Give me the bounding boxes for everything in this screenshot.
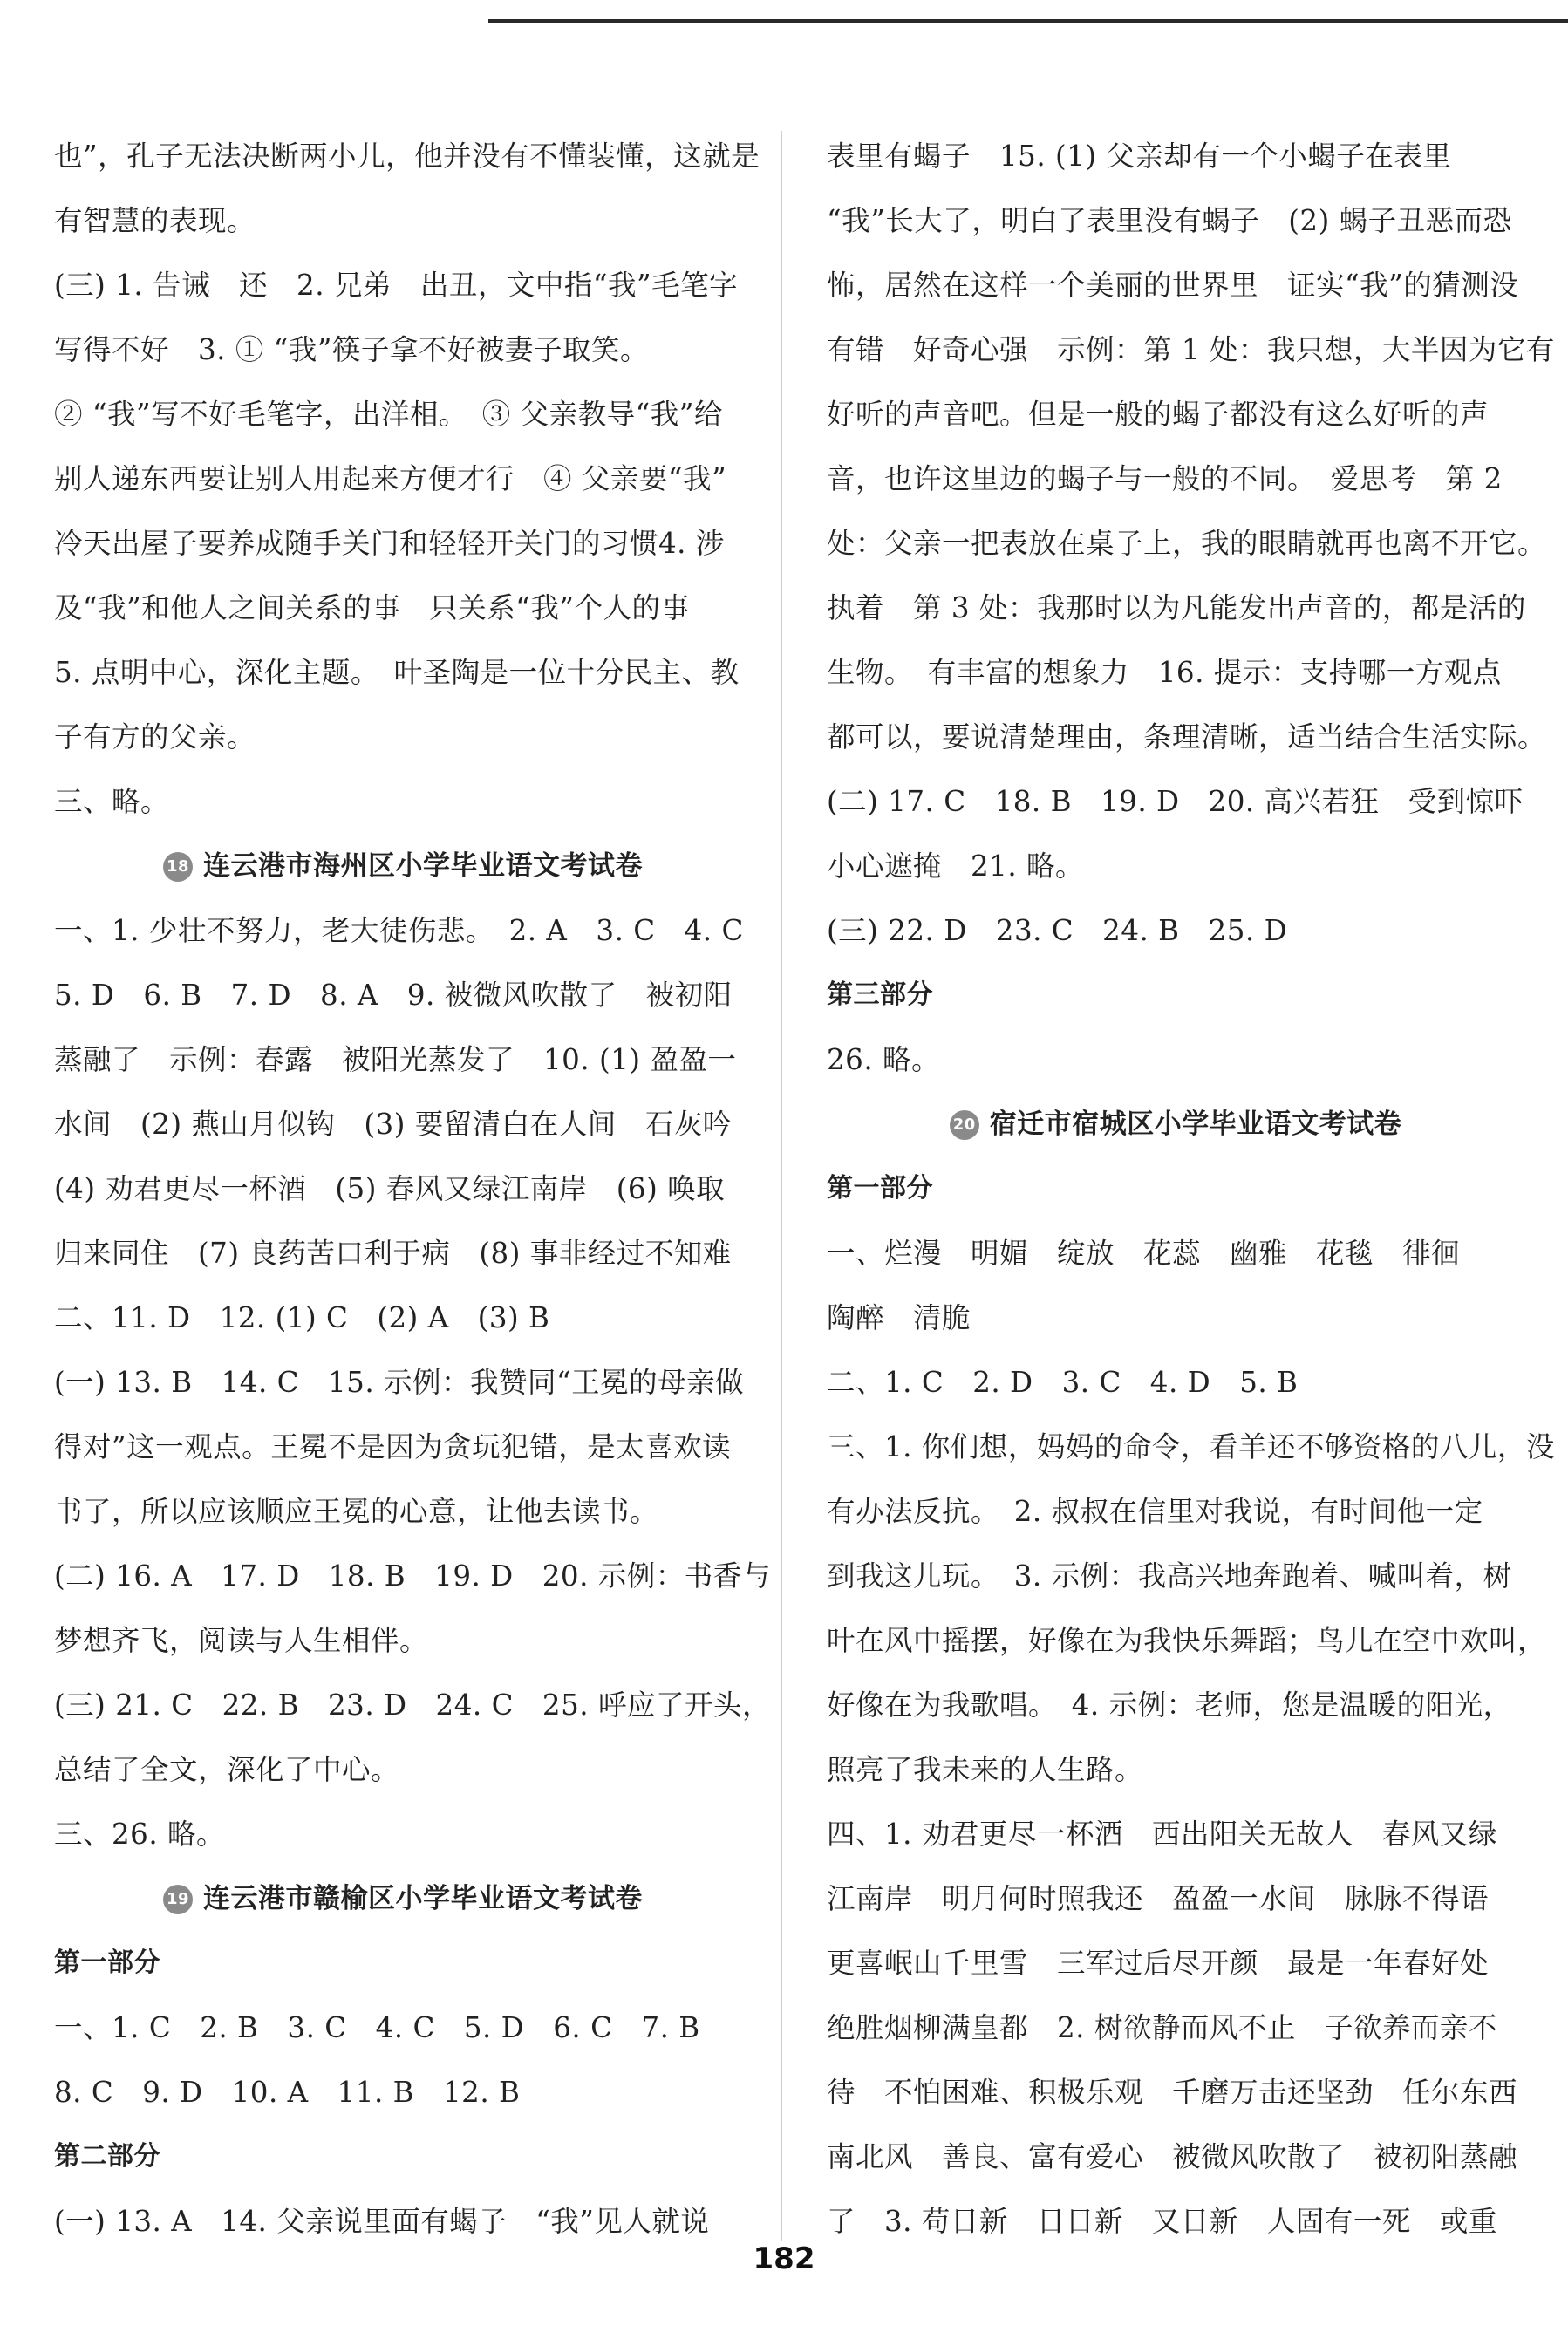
exam-title-text: 宿迁市宿城区小学毕业语文考试卷 — [989, 1109, 1402, 1140]
answer-line: 有智慧的表现。 — [54, 204, 256, 237]
answer-line: 及“我”和他人之间关系的事 只关系“我”个人的事 — [54, 591, 690, 624]
answer-line: (二) 16. A 17. D 18. B 19. D 20. 示例：书香与 — [54, 1559, 771, 1593]
section-label: 第二部分 — [54, 2141, 160, 2172]
answer-line: 南北风 善良、富有爱心 被微风吹散了 被初阳蒸融 — [827, 2140, 1518, 2173]
answer-line: 绝胜烟柳满皇都 2. 树欲静而风不止 子欲养而亲不 — [827, 2011, 1497, 2044]
answer-line: 二、11. D 12. (1) C (2) A (3) B — [54, 1301, 550, 1334]
answer-line: (三) 21. C 22. B 23. D 24. C 25. 呼应了开头， — [54, 1688, 771, 1722]
answer-line: 音，也许这里边的蝎子与一般的不同。 爱思考 第 2 — [827, 462, 1503, 495]
answer-line: 得对”这一观点。王冕不是因为贪玩犯错，是太喜欢读 — [54, 1430, 732, 1463]
exam-title — [827, 1092, 1524, 1156]
answer-line: 一、烂漫 明媚 绽放 花蕊 幽雅 花毯 徘徊 — [827, 1237, 1461, 1270]
answer-line: 总结了全文，深化了中心。 — [54, 1753, 400, 1786]
top-rule-line — [488, 19, 1568, 23]
answer-line: 三、1. 你们想，妈妈的命令，看羊还不够资格的八儿，没 — [827, 1430, 1555, 1463]
answer-line: 归来同住 (7) 良药苦口利于病 (8) 事非经过不知难 — [54, 1237, 732, 1270]
answer-line: 了 3. 苟日新 日日新 又日新 人固有一死 或重 — [827, 2205, 1497, 2238]
answer-line: 5. D 6. B 7. D 8. A 9. 被微风吹散了 被初阳 — [54, 979, 733, 1012]
answer-line: 冷天出屋子要养成随手关门和轻轻开关门的习惯4. 涉 — [54, 527, 725, 560]
answer-line: 到我这儿玩。 3. 示例：我高兴地奔跑着、喊叫着，树 — [827, 1559, 1512, 1593]
answer-line: (4) 劝君更尽一杯酒 (5) 春风又绿江南岸 (6) 唤取 — [54, 1172, 726, 1205]
answer-line: 好听的声音吧。但是一般的蝎子都没有这么好听的声 — [827, 398, 1490, 431]
answer-line: (一) 13. A 14. 父亲说里面有蝎子 “我”见人就说 — [54, 2205, 710, 2238]
answer-line: (一) 13. B 14. C 15. 示例：我赞同“王冕的母亲做 — [54, 1366, 745, 1399]
answer-line: 处：父亲一把表放在桌子上，我的眼睛就再也离不开它。 — [827, 527, 1547, 560]
answer-line: (二) 17. C 18. B 19. D 20. 高兴若狂 受到惊吓 — [827, 785, 1524, 818]
answer-line: 执着 第 3 处：我那时以为凡能发出声音的，都是活的 — [827, 591, 1526, 624]
exam-title-text: 连云港市赣榆区小学毕业语文考试卷 — [203, 1883, 643, 1914]
answer-line: 水间 (2) 燕山月似钩 (3) 要留清白在人间 石灰吟 — [54, 1108, 732, 1141]
exam-title — [54, 834, 752, 898]
answer-line: (三) 1. 告诫 还 2. 兄弟 出丑，文中指“我”毛笔字 — [54, 269, 739, 302]
exam-number-badge: 20 — [950, 1110, 979, 1140]
answer-line: 三、26. 略。 — [54, 1818, 226, 1851]
section-label: 第一部分 — [827, 1173, 933, 1204]
answer-line: 一、1. C 2. B 3. C 4. C 5. D 6. C 7. B — [54, 2011, 700, 2044]
answer-line: 8. C 9. D 10. A 11. B 12. B — [54, 2076, 521, 2109]
answer-line: 梦想齐飞，阅读与人生相伴。 — [54, 1624, 429, 1657]
answer-line: 别人递东西要让别人用起来方便才行 ④ 父亲要“我” — [54, 462, 727, 495]
answer-line: 待 不怕困难、积极乐观 千磨万击还坚劲 任尔东西 — [827, 2076, 1518, 2109]
answer-line: 四、1. 劝君更尽一杯酒 西出阳关无故人 春风又绿 — [827, 1818, 1497, 1851]
answer-line: 二、1. C 2. D 3. C 4. D 5. B — [827, 1366, 1299, 1399]
answer-line: 书了，所以应该顺应王冕的心意，让他去读书。 — [54, 1495, 659, 1528]
answer-line: 小心遮掩 21. 略。 — [827, 849, 1085, 883]
answer-line: 26. 略。 — [827, 1043, 941, 1076]
answer-line: (三) 22. D 23. C 24. B 25. D — [827, 914, 1288, 947]
answer-line: 江南岸 明月何时照我还 盈盈一水间 脉脉不得语 — [827, 1882, 1490, 1915]
exam-number-badge: 19 — [163, 1885, 193, 1914]
answer-line: 写得不好 3. ① “我”筷子拿不好被妻子取笑。 — [54, 333, 649, 366]
answer-line: 5. 点明中心，深化主题。 叶圣陶是一位十分民主、教 — [54, 656, 740, 689]
answer-line: 好像在为我歌唱。 4. 示例：老师，您是温暖的阳光， — [827, 1688, 1512, 1722]
answer-line: “我”长大了，明白了表里没有蝎子 (2) 蝎子丑恶而恐 — [827, 204, 1512, 237]
answer-line: 三、略。 — [54, 785, 170, 818]
exam-title-text: 连云港市海州区小学毕业语文考试卷 — [203, 850, 643, 882]
section-label: 第一部分 — [54, 1948, 160, 1978]
exam-number-badge: 18 — [163, 852, 193, 882]
top-rule — [0, 0, 1568, 30]
answer-line: 蒸融了 示例：春露 被阳光蒸发了 10. (1) 盈盈一 — [54, 1043, 737, 1076]
answer-line: 怖，居然在这样一个美丽的世界里 证实“我”的猜测没 — [827, 269, 1519, 302]
left-column — [54, 124, 771, 2254]
answer-line: 叶在风中摇摆，好像在为我快乐舞蹈；鸟儿在空中欢叫， — [827, 1624, 1547, 1657]
answer-line: 表里有蝎子 15. (1) 父亲却有一个小蝎子在表里 — [827, 140, 1452, 173]
answer-line: 一、1. 少壮不努力，老大徒伤悲。 2. A 3. C 4. C — [54, 914, 744, 947]
answer-line: 有办法反抗。 2. 叔叔在信里对我说，有时间他一定 — [827, 1495, 1483, 1528]
right-column — [827, 124, 1555, 2254]
answer-line: 有错 好奇心强 示例：第 1 处：我只想，大半因为它有 — [827, 333, 1555, 366]
column-divider — [781, 131, 782, 2241]
section-label: 第三部分 — [827, 979, 933, 1010]
answer-line: 子有方的父亲。 — [54, 720, 256, 754]
answer-line: 更喜岷山千里雪 三军过后尽开颜 最是一年春好处 — [827, 1947, 1490, 1980]
exam-title — [54, 1866, 752, 1931]
answer-line: 陶醉 清脆 — [827, 1301, 971, 1334]
answer-line: 都可以，要说清楚理由，条理清晰，适当结合生活实际。 — [827, 720, 1547, 754]
page-number: 182 — [753, 2241, 815, 2276]
answer-line: ② “我”写不好毛笔字，出洋相。 ③ 父亲教导“我”给 — [54, 398, 723, 431]
answer-line: 照亮了我未来的人生路。 — [827, 1753, 1144, 1786]
answer-line: 生物。 有丰富的想象力 16. 提示：支持哪一方观点 — [827, 656, 1502, 689]
answer-line: 也”，孔子无法决断两小儿，他并没有不懂装懂，这就是 — [54, 140, 760, 173]
